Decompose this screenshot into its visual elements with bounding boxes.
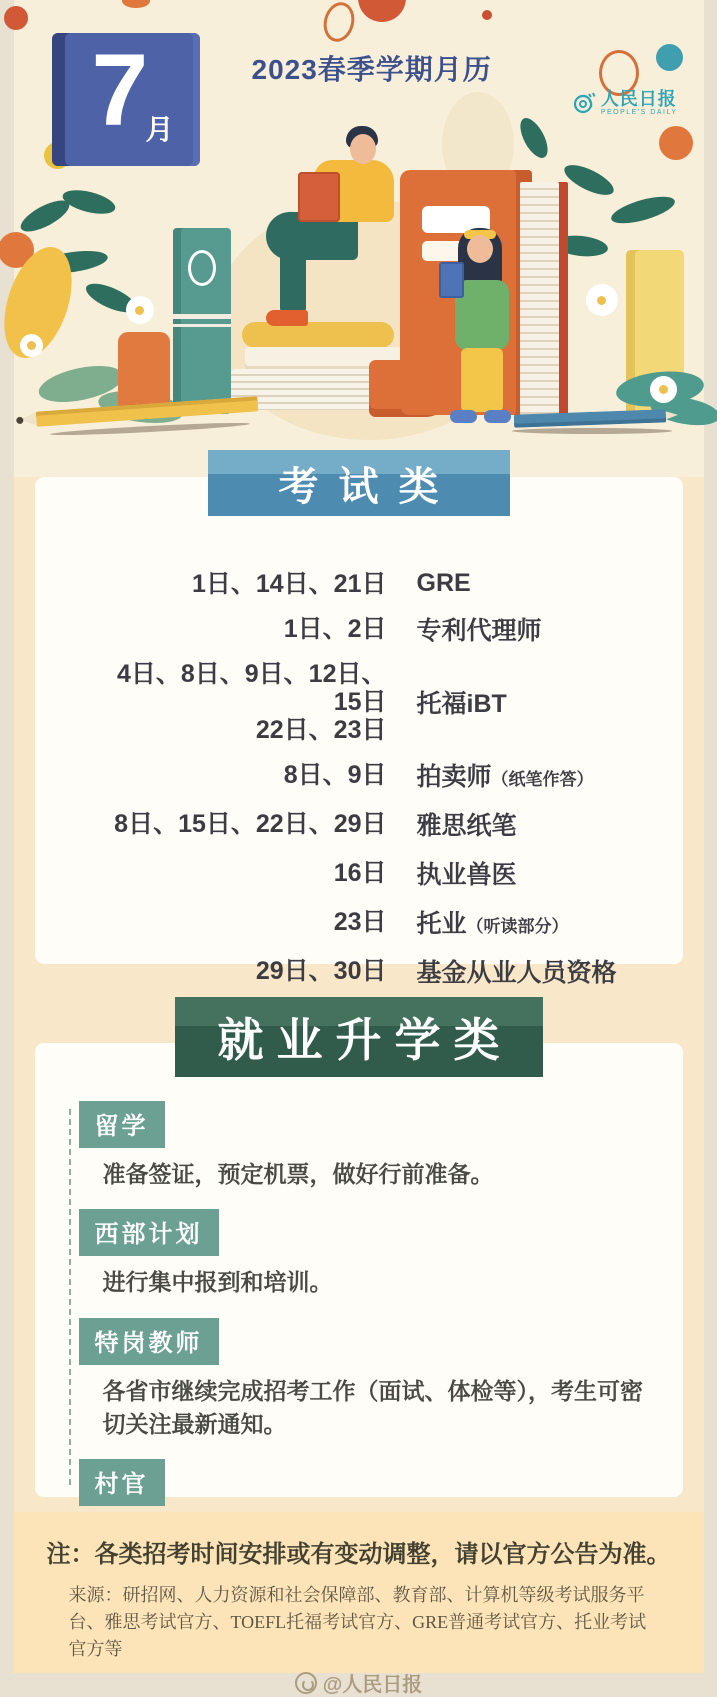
- exam-name: GRE: [416, 569, 471, 597]
- leaf-icon: [514, 114, 552, 162]
- exam-row: [91, 757, 663, 793]
- logo-text: 人民日报: [600, 89, 677, 109]
- calendar-month-number: 7: [91, 33, 149, 147]
- at-sign-icon: [572, 91, 596, 115]
- job-tag: 留学: [79, 1101, 165, 1148]
- teal-dot-decoration: [656, 44, 683, 71]
- red-halfdot-decoration: [358, 0, 406, 22]
- reader-shin: [280, 242, 306, 314]
- book-pages-shape: [520, 182, 568, 415]
- exam-name: 专利代理师: [416, 617, 542, 645]
- exam-name: 执业兽医: [416, 861, 517, 889]
- watermark: [14, 1668, 704, 1697]
- exam-row: [91, 660, 663, 744]
- exam-list: [35, 477, 683, 1002]
- job-item: [79, 1209, 647, 1299]
- red-tinydot-decoration: [482, 10, 492, 20]
- exam-dates: 23日: [333, 908, 387, 936]
- job-tag: 西部计划: [79, 1209, 219, 1256]
- exam-dates: 29日、30日: [255, 957, 387, 985]
- leaf-icon: [560, 159, 617, 201]
- daisy-icon: [586, 284, 618, 316]
- people-daily-logo: [572, 90, 678, 116]
- reader-head: [350, 134, 376, 164]
- girl-book: [439, 262, 464, 298]
- orange-dot-decoration: [122, 0, 150, 8]
- pen-shadow: [512, 428, 672, 434]
- job-tag: 村官: [79, 1459, 165, 1506]
- girl-shoe: [484, 410, 511, 423]
- leaf-icon: [608, 191, 677, 228]
- exam-name: 基金从业人员资格: [416, 959, 617, 987]
- hero-section: [14, 0, 704, 477]
- exam-name-text: 托业: [416, 910, 467, 938]
- page-title: 2023春季学期月历: [251, 54, 492, 85]
- exam-name: 托福iBT: [416, 690, 507, 718]
- orange-ring-decoration: [319, 0, 358, 45]
- job-text: 进行集中报到和培训。: [102, 1269, 333, 1296]
- exam-row: [91, 904, 663, 940]
- exam-card: [35, 477, 683, 987]
- footer-note-area: [14, 1512, 704, 1696]
- reader-shoe: [266, 310, 308, 326]
- exam-banner-label: 考试类: [278, 464, 459, 509]
- exam-name: [417, 757, 594, 793]
- daisy-icon: [650, 376, 677, 403]
- exam-dates: [91, 660, 387, 744]
- exam-name-note: （纸笔作答）: [491, 770, 594, 789]
- exam-dates: 1日、14日、21日: [191, 569, 387, 598]
- jobs-list: [35, 1043, 683, 1497]
- job-item: [79, 1101, 647, 1191]
- exam-dates: 8日、9日: [283, 761, 387, 789]
- daisy-icon: [20, 334, 43, 357]
- red-dot-decoration: [4, 6, 28, 30]
- exam-name: [417, 904, 569, 940]
- logo-subtext: PEOPLE'S DAILY: [600, 108, 678, 116]
- orange-dot-decoration: [659, 126, 693, 160]
- poster: [14, 0, 704, 1696]
- exam-section-banner: [208, 450, 510, 516]
- exam-name: 雅思纸笔: [416, 812, 517, 840]
- weibo-at-icon: [295, 1672, 317, 1694]
- exam-dates: 8日、15日、22日、29日: [114, 810, 387, 838]
- disclaimer-note: 注：各类招考时间安排或有变动调整，请以官方公告为准。: [46, 1541, 671, 1568]
- standing-reader-illustration: [452, 228, 516, 424]
- jobs-section-banner: [175, 997, 543, 1077]
- exam-name-note: （听读部分）: [466, 917, 569, 936]
- book-ring-decoration: [188, 250, 216, 286]
- dashed-line-decoration: [69, 1109, 71, 1485]
- exam-dates-line1: 4日、8日、9日、12日、15日: [116, 660, 387, 716]
- job-text: 准备签证，预定机票，做好行前准备。: [102, 1161, 494, 1187]
- leaf-icon: [60, 186, 117, 218]
- exam-name-text: 拍卖师: [416, 763, 492, 791]
- calendar-month-unit: 月: [145, 114, 174, 145]
- exam-dates: 1日、2日: [283, 615, 387, 643]
- girl-pants: [461, 348, 503, 412]
- reader-book: [298, 172, 340, 222]
- exam-row: [91, 569, 663, 598]
- exam-row: [91, 953, 663, 989]
- job-item: [79, 1318, 647, 1442]
- exam-dates: 16日: [333, 859, 387, 887]
- jobs-card: [35, 1043, 683, 1497]
- girl-shoe: [450, 410, 477, 423]
- job-text: 各省市继续完成招考工作（面试、体检等），考生可密切关注最新通知。: [102, 1377, 643, 1438]
- book-band-decoration: [173, 324, 231, 327]
- exam-row: [91, 855, 663, 891]
- teal-book-shape: [173, 228, 231, 414]
- exam-row: [91, 611, 663, 647]
- watermark-text: @人民日报: [322, 1674, 423, 1696]
- calendar-card: [52, 33, 200, 166]
- book-band-decoration: [173, 314, 231, 319]
- jobs-banner-label: 就业升学类: [217, 1014, 513, 1066]
- exam-dates-line2: 22日、23日: [255, 716, 387, 744]
- daisy-icon: [126, 296, 154, 324]
- source-attribution: 来源：研招网、人力资源和社会保障部、教育部、计算机等级考试服务平台、雅思考试官方、TOEFL托福考试官方、GRE普通考试官方、托业考试官方等: [68, 1585, 647, 1659]
- exam-row: [91, 806, 663, 842]
- girl-head: [467, 235, 493, 263]
- sitting-reader-illustration: [264, 126, 404, 332]
- job-tag: 特岗教师: [79, 1318, 219, 1365]
